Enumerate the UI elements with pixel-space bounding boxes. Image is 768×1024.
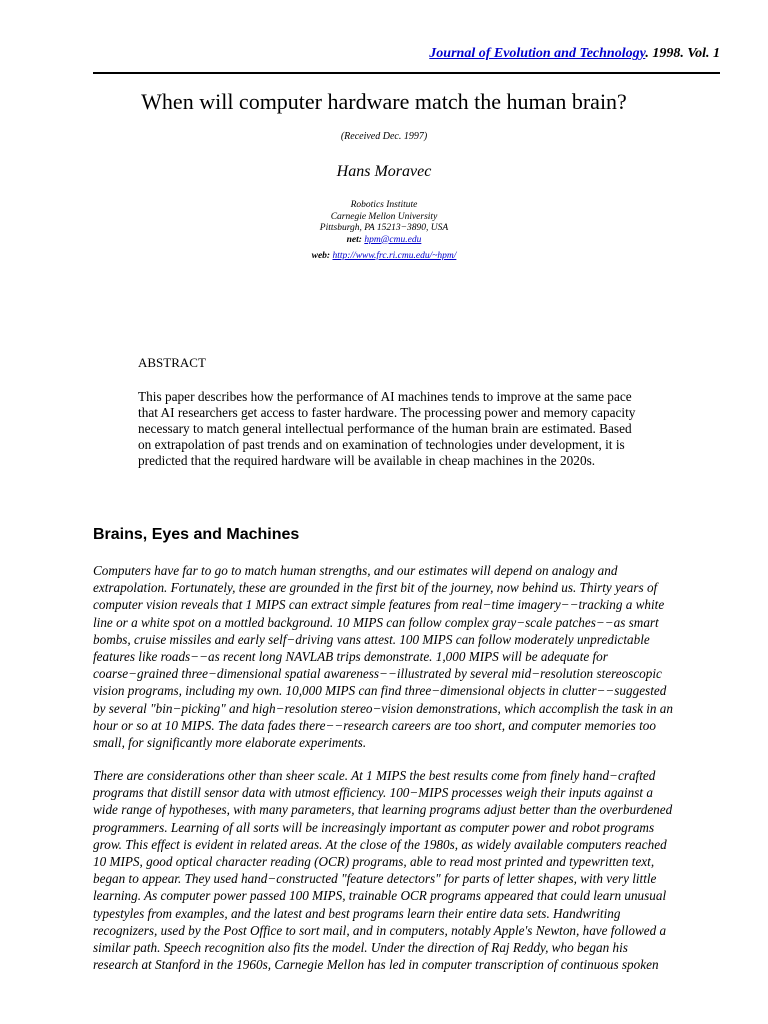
paragraph-line: hour or so at 10 MIPS. The data fades there−−research careers are too short, and computer memories too	[93, 717, 656, 733]
paragraph-line: recognizers, used by the Post Office to sort mail, and in computers, notably Apple's Newton, have followed a	[93, 922, 667, 938]
paragraph-line: line or a white spot on a mottled background. 10 MIPS can follow complex gray−scale patches−−as smart	[93, 614, 659, 630]
journal-link[interactable]: Journal of Evolution and Technology	[429, 46, 646, 61]
affiliation-block	[0, 200, 768, 263]
paragraph-line: research at Stanford in the 1960s, Carnegie Mellon has led in computer transcription of continuous spoken	[93, 957, 659, 973]
abstract-line: necessary to match general intellectual performance of the human brain are estimated. Based	[138, 421, 632, 436]
net-line	[0, 235, 768, 247]
web-link[interactable]: http://www.frc.ri.cmu.edu/~hpm/	[332, 251, 457, 261]
received-date: (Received Dec. 1997)	[340, 131, 428, 142]
section-heading: Brains, Eyes and Machines	[93, 526, 300, 543]
affiliation-line: Carnegie Mellon University	[330, 211, 438, 222]
abstract-text	[138, 389, 690, 469]
journal-year-volume: . 1998. Vol. 1	[645, 46, 720, 61]
paragraph-line: by several "bin−picking" and high−resolution stereo−vision demonstrations, which accomplish the task in an	[93, 700, 673, 716]
header-rule	[93, 72, 720, 74]
paragraph-line: features like roads−−as recent long NAVLAB trips demonstrate. 1,000 MIPS will be adequate for	[93, 649, 608, 665]
abstract-heading: ABSTRACT	[138, 355, 206, 370]
paragraph-line: similar path. Speech recognition also fits the model. Under the direction of Raj Reddy, who began his	[93, 940, 628, 956]
paragraph-line: There are considerations other than sheer scale. At 1 MIPS the best results come from finely hand−crafted	[93, 768, 656, 783]
body-paragraph-2	[93, 767, 723, 973]
paragraph-line: began to appear. They used hand−constructed "feature detectors" for parts of letter shapes, with very little	[93, 871, 657, 887]
paragraph-line: 10 MIPS, good optical character reading (OCR) programs, able to read most printed and typewritten text,	[93, 854, 655, 870]
web-line	[0, 251, 768, 263]
web-label: web:	[311, 251, 331, 261]
journal-citation	[429, 46, 720, 62]
affiliation-line: Pittsburgh, PA 15213−3890, USA	[319, 223, 449, 233]
paragraph-line: vision programs, including my own. 10,000 MIPS can find three−dimensional objects in clutter−−suggested	[93, 683, 667, 699]
abstract-line: predicted that the required hardware will be available in cheap machines in the 2020s.	[138, 453, 596, 468]
net-label: net:	[346, 234, 362, 245]
paragraph-line: coarse−grained three−dimensional spatial awareness−−illustrated by several mid−resolution stereoscopic	[93, 666, 662, 682]
paragraph-line: bombs, cruise missiles and early self−driving vans attest. 100 MIPS can follow moderately unpredictable	[93, 631, 650, 647]
paragraph-line: small, for significantly more elaborate experiments.	[93, 735, 367, 751]
abstract-line: on extrapolation of past trends and on examination of technologies under development, it is	[138, 437, 625, 452]
author-name: Hans Moravec	[336, 163, 432, 180]
paragraph-line: extrapolation. Fortunately, these are grounded in the first bit of the journey, now behind us. Thirty years of	[93, 580, 658, 596]
paragraph-line: programs that distill sensor data with utmost efficiency. 100−MIPS processes weigh their inputs against a	[93, 785, 653, 801]
body-paragraph-1	[93, 562, 723, 751]
paper-title: When will computer hardware match the human brain?	[141, 89, 627, 114]
paragraph-line: computer vision reveals that 1 MIPS can extract simple features from real−time imagery−−tracking a white	[93, 597, 665, 613]
paragraph-line: learning. As computer power passed 100 MIPS, trainable OCR programs appeared that could learn unusual	[93, 888, 667, 904]
abstract-line: This paper describes how the performance of AI machines tends to improve at the same pace	[138, 389, 632, 404]
paragraph-line: grow. This effect is evident in related areas. At the close of the 1980s, as widely available computers reached	[93, 836, 667, 852]
abstract-line: that AI researchers get access to faster hardware. The processing power and memory capacity	[138, 405, 636, 420]
paragraph-line: Computers have far to go to match human strengths, and our estimates will depend on analogy and	[93, 563, 618, 578]
paragraph-line: typestyles from examples, and the latest and best programs learn their entire data sets. Handwriting	[93, 905, 621, 921]
paragraph-line: programmers. Learning of all sorts will be increasingly important as computer power and robot programs	[93, 819, 655, 835]
affiliation-line: Robotics Institute	[350, 200, 418, 210]
email-link[interactable]: hpm@cmu.edu	[364, 234, 422, 245]
paragraph-line: wide range of hypotheses, with many parameters, that learning programs adjust better than the overburdened	[93, 802, 673, 818]
